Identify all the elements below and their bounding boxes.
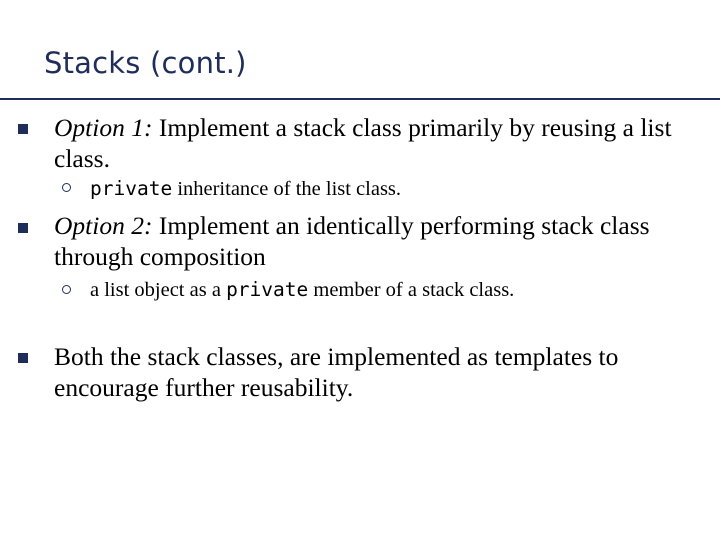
square-bullet-icon: [18, 353, 28, 363]
bullet-2-sub-post: member of a stack class.: [308, 279, 515, 301]
bullet-3-text: Both the stack classes, are implemented as templates to encourage further reusability.: [54, 342, 619, 402]
bullet-1-sub-text: [90, 176, 401, 202]
slide-title: Stacks (cont.): [44, 46, 247, 80]
square-bullet-icon: [18, 124, 28, 134]
bullet-1-lead: Option 1:: [54, 113, 153, 142]
circle-bullet-icon: [62, 285, 71, 294]
bullet-2-sub-text: [90, 277, 514, 303]
bullet-2-body: Implement an identically performing stack class through composition: [54, 211, 650, 271]
bullet-2-lead: Option 2:: [54, 211, 153, 240]
bullet-1-text: [54, 112, 704, 174]
bullet-1-body: Implement a stack class primarily by reusing a list class.: [54, 113, 672, 173]
circle-bullet-icon: [62, 183, 71, 192]
bullet-2-sub-pre: a list object as a: [90, 279, 227, 301]
bullet-1-sub-body: inheritance of the list class.: [172, 178, 402, 200]
bullet-1-sub-code: private: [90, 177, 173, 200]
title-divider: [0, 98, 720, 100]
bullet-2-sub-code: private: [226, 278, 309, 301]
bullet-2-text: [54, 210, 674, 272]
square-bullet-icon: [18, 223, 28, 233]
